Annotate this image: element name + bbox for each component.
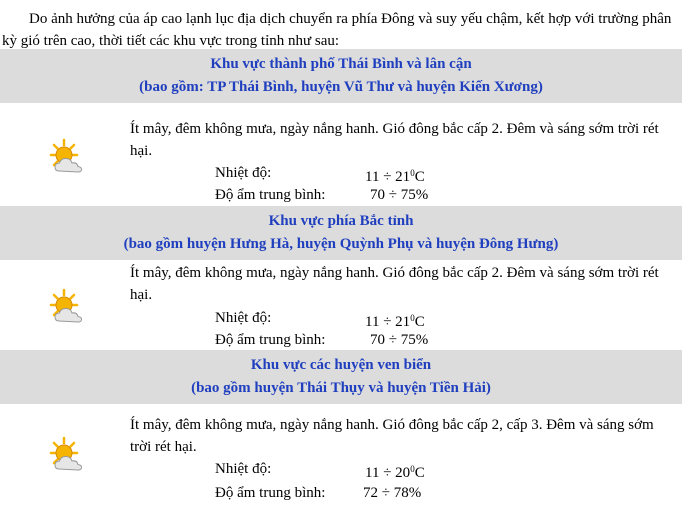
- region-header-city: [0, 49, 682, 103]
- humidity-label: Độ ẩm trung bình:: [215, 485, 326, 501]
- humidity-label: Độ ẩm trung bình:: [215, 332, 326, 348]
- region-header-coastal: [0, 350, 682, 404]
- region-header-north: [0, 206, 682, 260]
- partly-cloudy-sun-icon: [47, 436, 87, 476]
- humidity-value: 70 ÷ 75%: [370, 332, 429, 348]
- partly-cloudy-sun-icon: [47, 138, 87, 178]
- region-title: Khu vực thành phố Thái Bình và lân cận: [210, 56, 472, 72]
- temperature-value: $11 \div 21^0C$: [365, 313, 425, 330]
- region-title: Khu vực phía Bắc tỉnh: [268, 213, 414, 229]
- humidity-label: Độ ẩm trung bình:: [215, 187, 326, 203]
- temperature-label: Nhiệt độ:: [215, 310, 272, 326]
- temperature-value: $11 \div 21^0C$: [365, 168, 425, 185]
- forecast-description: Ít mây, đêm không mưa, ngày nắng hanh. Gió đông bắc cấp 2, cấp 3. Đêm và sáng sớm trời rét hại.: [130, 417, 654, 455]
- temperature-value: $11 \div 20^0C$: [365, 464, 425, 481]
- region-subtitle: (bao gồm huyện Thái Thụy và huyện Tiền Hải): [191, 380, 491, 396]
- region-title: Khu vực các huyện ven biển: [250, 357, 432, 373]
- region-subtitle: (bao gồm huyện Hưng Hà, huyện Quỳnh Phụ và huyện Đông Hưng): [123, 236, 559, 252]
- temperature-label: Nhiệt độ:: [215, 461, 272, 477]
- temperature-label: Nhiệt độ:: [215, 165, 272, 181]
- humidity-value: 72 ÷ 78%: [363, 485, 422, 501]
- humidity-value: 70 ÷ 75%: [370, 187, 429, 203]
- region-subtitle: (bao gồm: TP Thái Bình, huyện Vũ Thư và huyện Kiến Xương): [139, 79, 543, 95]
- forecast-description: Ít mây, đêm không mưa, ngày nắng hanh. Gió đông bắc cấp 2. Đêm và sáng sớm trời rét hại.: [130, 121, 659, 159]
- partly-cloudy-sun-icon: [47, 288, 87, 328]
- intro-paragraph: Do ảnh hưởng của áp cao lạnh lục địa dịch chuyển ra phía Đông và suy yếu chậm, kết hợp với trường phân kỳ gió trên cao, thời tiết các khu vực trong tỉnh như sau:: [2, 11, 672, 49]
- forecast-description: Ít mây, đêm không mưa, ngày nắng hanh. Gió đông bắc cấp 2. Đêm và sáng sớm trời rét hại.: [130, 265, 659, 303]
